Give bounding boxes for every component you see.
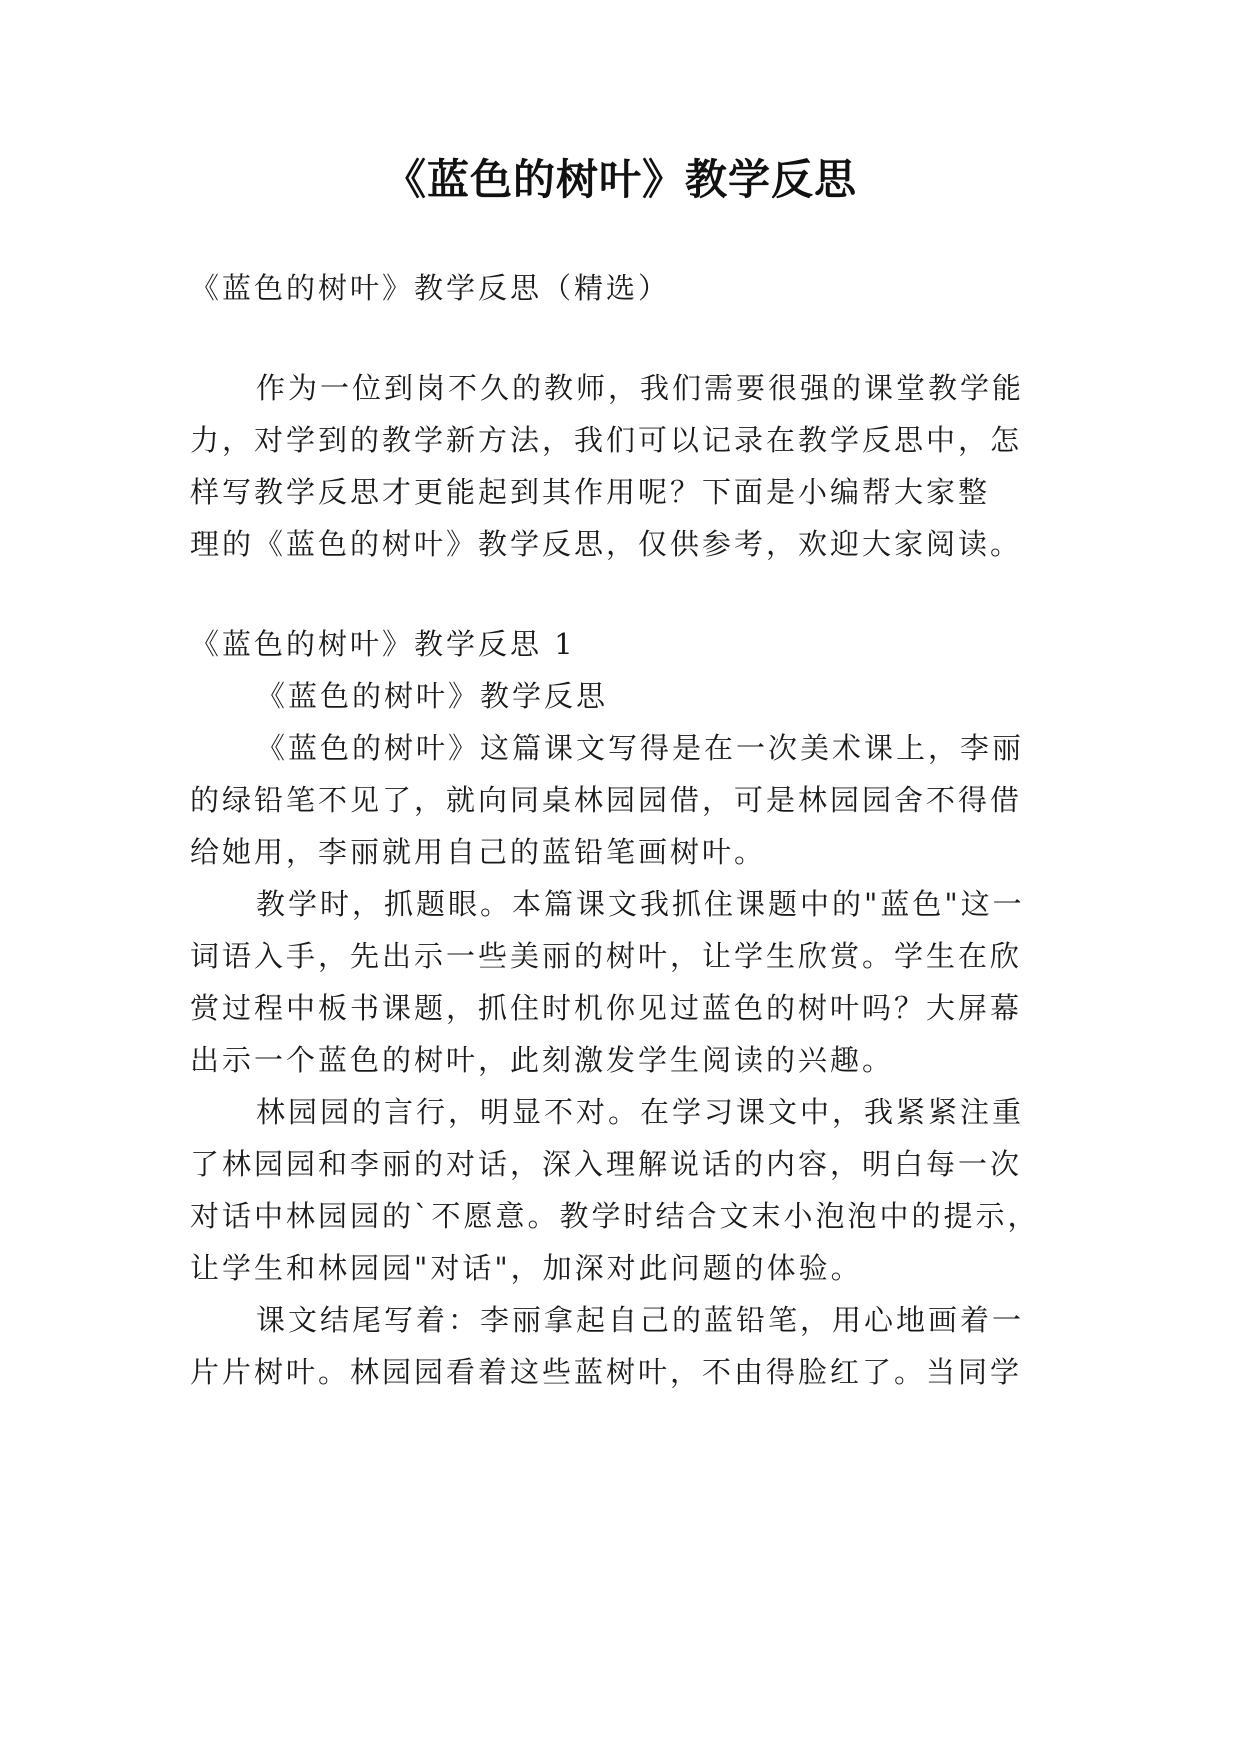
body-line-2: 的绿铅笔不见了，就向同桌林园园借，可是林园园舍不得借	[190, 783, 1023, 817]
body-line-5: 词语入手，先出示一些美丽的树叶，让学生欣赏。学生在欣	[190, 939, 1023, 973]
body-line-4: 教学时，抓题眼。本篇课文我抓住课题中的"蓝色"这一	[256, 887, 1025, 921]
intro-line-4: 理的《蓝色的树叶》教学反思，仅供参考，欢迎大家阅读。	[190, 527, 1023, 561]
body-line-3: 给她用，李丽就用自己的蓝铅笔画树叶。	[190, 835, 767, 869]
body-line-10: 对话中林园园的`不愿意。教学时结合文末小泡泡中的提示，	[190, 1199, 1040, 1233]
body-line-12: 课文结尾写着：李丽拿起自己的蓝铅笔，用心地画着一	[256, 1303, 1025, 1337]
body-line-9: 了林园园和李丽的对话，深入理解说话的内容，明白每一次	[190, 1147, 1023, 1181]
intro-line-1: 作为一位到岗不久的教师，我们需要很强的课堂教学能	[256, 371, 1025, 405]
subtitle-line: 《蓝色的树叶》教学反思（精选）	[190, 271, 671, 305]
body-line-6: 赏过程中板书课题，抓住时机你见过蓝色的树叶吗？大屏幕	[190, 991, 1023, 1025]
section-heading-1: 《蓝色的树叶》教学反思 1	[190, 627, 576, 661]
intro-line-3: 样写教学反思才更能起到其作用呢？下面是小编帮大家整	[190, 475, 991, 509]
intro-line-2: 力，对学到的教学新方法，我们可以记录在教学反思中，怎	[190, 423, 1023, 457]
body-line-7: 出示一个蓝色的树叶，此刻激发学生阅读的兴趣。	[190, 1043, 895, 1077]
body-line-1: 《蓝色的树叶》这篇课文写得是在一次美术课上，李丽	[256, 731, 1025, 765]
body-line-11: 让学生和林园园"对话"，加深对此问题的体验。	[190, 1251, 863, 1285]
body-line-8: 林园园的言行，明显不对。在学习课文中，我紧紧注重	[256, 1095, 1025, 1129]
section-subheading: 《蓝色的树叶》教学反思	[256, 679, 609, 713]
body-line-13: 片片树叶。林园园看着这些蓝树叶，不由得脸红了。当同学	[190, 1355, 1023, 1389]
document-title: 《蓝色的树叶》教学反思	[383, 155, 857, 204]
